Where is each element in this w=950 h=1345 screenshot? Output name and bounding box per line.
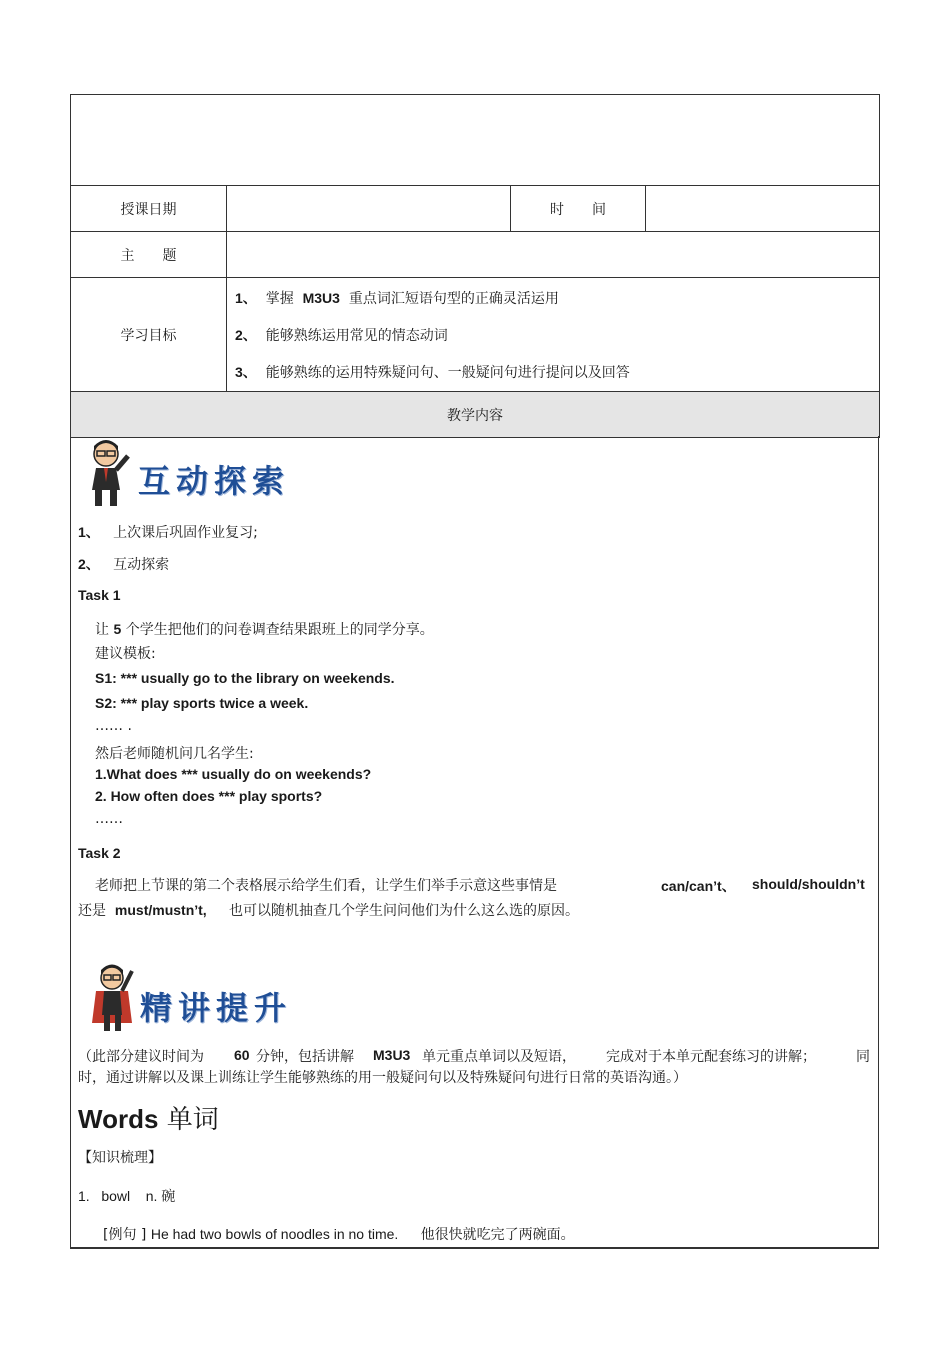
review-item: 1、 上次课后巩固作业复习; — [78, 524, 258, 541]
word-entry: 1. bowl n. 碗 — [78, 1188, 176, 1204]
example-sentence: [例句 ] He had two bowls of noodles in no time. 他很快就吃完了两碗面。 — [103, 1226, 575, 1243]
sample-sentence-s1: S1: *** usually go to the library on weekends. — [95, 670, 395, 686]
sample-sentence-s2: S2: *** play sports twice a week. — [95, 695, 309, 711]
modal-option-should: should/shouldn’t — [752, 876, 865, 892]
goal-item: 2、 能够熟练运用常见的情态动词 — [235, 327, 448, 344]
goals-label: 学习目标 — [71, 278, 227, 392]
header-blank-cell — [71, 95, 880, 186]
goals-cell — [227, 278, 880, 392]
topic-value-cell — [227, 232, 880, 278]
note-text: 分钟，包括讲解 — [256, 1049, 354, 1065]
task2-title: Task 2 — [78, 845, 121, 861]
ellipsis: …… . — [95, 718, 132, 734]
note-text: 单元重点单词以及短语， — [422, 1049, 576, 1065]
section2-note-line2: 时，通过讲解以及课上训练让学生能够熟练的用一般疑问句以及特殊疑问句进行日常的英语沟通。） — [78, 1070, 687, 1086]
question-2: 2. How often does *** play sports? — [95, 788, 323, 804]
task2-line2: 还是 must/mustn’t, 也可以随机抽查几个学生问问他们为什么这么选的原因。 — [78, 902, 579, 919]
teaching-content-label: 教学内容 — [71, 392, 880, 438]
date-label: 授课日期 — [71, 186, 227, 232]
goal-item: 3、 能够熟练的运用特殊疑问句、一般疑问句进行提问以及回答 — [235, 364, 630, 381]
note-text: 同 — [856, 1049, 870, 1065]
note-bold-unit: M3U3 — [373, 1047, 411, 1063]
teacher-ask-label: 然后老师随机问几名学生: — [95, 746, 254, 762]
topic-label: 主 题 — [71, 232, 227, 278]
date-value-cell — [227, 186, 511, 232]
question-1: 1.What does *** usually do on weekends? — [95, 766, 372, 782]
time-value-cell — [646, 186, 880, 232]
intensive-lecture-banner: 精讲提升 — [140, 989, 293, 1027]
task2-line1: 老师把上节课的第二个表格展示给学生们看，让学生们举手示意这些事情是 — [95, 878, 557, 894]
teacher-mascot-icon — [90, 963, 140, 1033]
knowledge-label: 【知识梳理】 — [78, 1150, 162, 1166]
note-text: 完成对于本单元配套练习的讲解； — [606, 1049, 816, 1065]
section2-note-line1: （此部分建议时间为 — [78, 1049, 204, 1065]
teacher-mascot-icon — [82, 438, 142, 510]
task1-instruction: 让 5 个学生把他们的问卷调查结果跟班上的同学分享。 — [95, 621, 434, 638]
ellipsis: …… — [95, 811, 123, 827]
review-item: 2、 互动探索 — [78, 556, 170, 573]
time-label: 时 间 — [511, 186, 646, 232]
interactive-explore-banner: 互动探索 — [138, 462, 291, 500]
goal-item: 1、 掌握 M3U3 重点词汇短语句型的正确灵活运用 — [235, 290, 559, 307]
task1-title: Task 1 — [78, 587, 121, 603]
template-label: 建议模板: — [95, 646, 156, 662]
modal-option-can: can/can’t、 — [661, 878, 736, 894]
words-heading: Words 单词 — [78, 1104, 219, 1135]
note-bold-minutes: 60 — [234, 1047, 250, 1063]
lesson-header-table — [70, 94, 880, 438]
